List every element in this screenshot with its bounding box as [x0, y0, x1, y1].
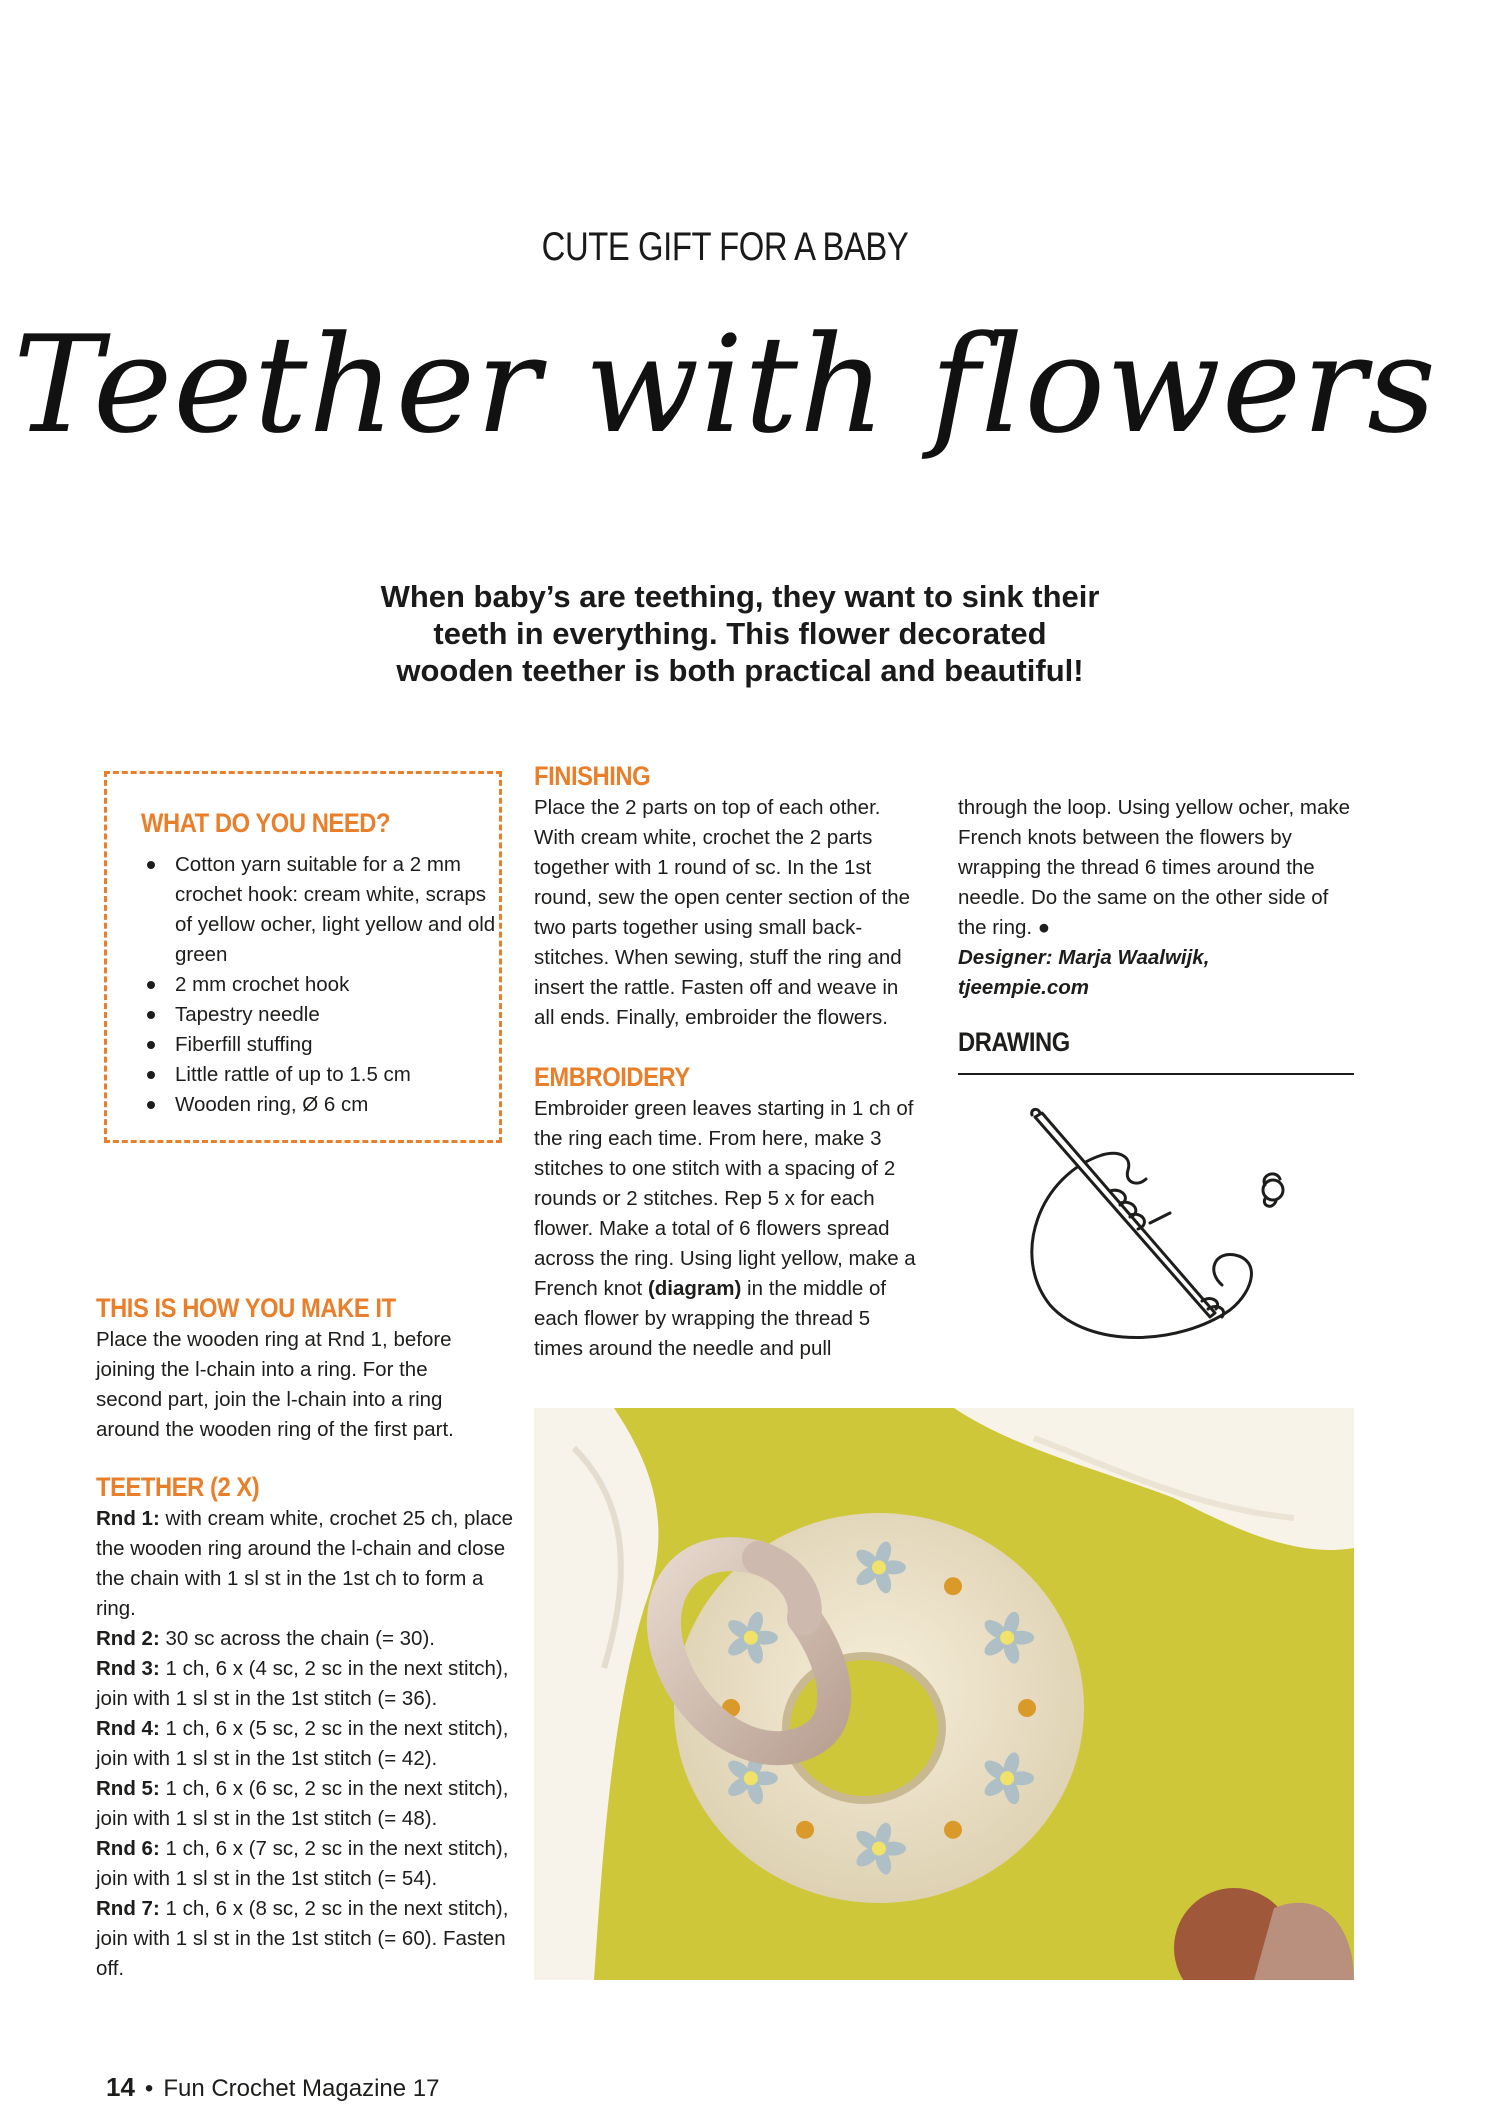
flower-center: [1000, 1631, 1014, 1645]
round-label: Rnd 1:: [96, 1507, 160, 1530]
how-section: [96, 1293, 496, 1445]
teether-heading: TEETHER (2 X): [96, 1472, 260, 1502]
french-knot-illustration: [1010, 1095, 1310, 1365]
round-text: 30 sc across the chain (= 30).: [159, 1627, 435, 1650]
intro-text: [330, 578, 1150, 689]
round-instruction: [96, 1834, 526, 1894]
round-instruction: [96, 1624, 526, 1654]
teether-photo: [534, 1408, 1354, 1980]
ocher-knot: [1018, 1699, 1036, 1717]
embroidery-text: [534, 1094, 924, 1364]
round-text: 1 ch, 6 x (7 sc, 2 sc in the next stitch), join with 1 sl st in the 1st stitch (= 54).: [96, 1837, 509, 1890]
round-text: 1 ch, 6 x (6 sc, 2 sc in the next stitch), join with 1 sl st in the 1st stitch (= 48).: [96, 1777, 509, 1830]
intro-line: wooden teether is both practical and beautiful!: [396, 653, 1084, 688]
round-label: Rnd 3:: [96, 1657, 160, 1680]
finishing-section: [534, 761, 924, 1033]
round-label: Rnd 7:: [96, 1897, 160, 1920]
materials-list: [147, 850, 497, 1120]
round-instruction: [96, 1774, 526, 1834]
list-item: Tapestry needle: [147, 1000, 497, 1030]
list-item: Wooden ring, Ø 6 cm: [147, 1090, 497, 1120]
round-instruction: [96, 1504, 526, 1624]
flower-center: [744, 1771, 758, 1785]
round-text: 1 ch, 6 x (5 sc, 2 sc in the next stitch), join with 1 sl st in the 1st stitch (= 42).: [96, 1717, 509, 1770]
round-label: Rnd 4:: [96, 1717, 160, 1740]
list-item: Fiberfill stuffing: [147, 1030, 497, 1060]
embroidery-section: [534, 1062, 924, 1364]
ocher-knot: [796, 1821, 814, 1839]
designer-name: Designer: Marja Waalwijk,: [958, 946, 1210, 969]
round-instruction: [96, 1714, 526, 1774]
materials-box: [104, 771, 502, 1143]
intro-line: When baby’s are teething, they want to sink their: [380, 579, 1100, 614]
round-text: 1 ch, 6 x (4 sc, 2 sc in the next stitch), join with 1 sl st in the 1st stitch (= 36).: [96, 1657, 509, 1710]
teether-photo-illustration: [534, 1408, 1354, 1980]
round-text: 1 ch, 6 x (8 sc, 2 sc in the next stitch), join with 1 sl st in the 1st stitch (= 60). Fasten off.: [96, 1897, 509, 1980]
designer-website: tjeempie.com: [958, 976, 1090, 999]
french-knot-diagram: [1010, 1095, 1310, 1365]
page-number: 14: [106, 2072, 135, 2102]
list-item: Cotton yarn suitable for a 2 mm crochet hook: cream white, scraps of yellow ocher, light yellow and old green: [147, 850, 497, 970]
finishing-heading: FINISHING: [534, 761, 651, 791]
flower-center: [1000, 1771, 1014, 1785]
flower-center: [872, 1842, 886, 1856]
embroidery-text-end: in the middle of each flower by wrapping the thread 5 times around the needle and pull: [534, 1277, 887, 1360]
list-item: 2 mm crochet hook: [147, 970, 497, 1000]
divider: [958, 1073, 1354, 1075]
ocher-knot: [944, 1577, 962, 1595]
designer-credit: [958, 943, 1358, 1003]
round-instruction: [96, 1654, 526, 1714]
round-label: Rnd 5:: [96, 1777, 160, 1800]
round-text: with cream white, crochet 25 ch, place the wooden ring around the l-chain and close the chain with 1 sl st in the 1st ch to form a ring.: [96, 1507, 513, 1620]
section-kicker: CUTE GIFT FOR A BABY: [541, 225, 909, 269]
teether-section: [96, 1472, 526, 1984]
round-label: Rnd 6:: [96, 1837, 160, 1860]
intro-line: teeth in everything. This flower decorated: [433, 616, 1047, 651]
how-text: Place the wooden ring at Rnd 1, before joining the l-chain into a ring. For the second part, join the l-chain into a ring around the wooden ring of the first part.: [96, 1328, 454, 1441]
list-item: Little rattle of up to 1.5 cm: [147, 1060, 497, 1090]
page-footer: [106, 2072, 439, 2103]
materials-heading: WHAT DO YOU NEED?: [141, 808, 391, 838]
flower-center: [744, 1631, 758, 1645]
flower-center: [872, 1560, 886, 1574]
drawing-heading: DRAWING: [958, 1027, 1070, 1057]
footer-bullet: •: [144, 2075, 154, 2102]
finishing-text: Place the 2 parts on top of each other. With cream white, crochet the 2 parts together with 1 round of sc. In the 1st round, sew the open center section of the two parts together using small back-stitches. When sewing, stuff the ring and insert the rattle. Fasten off and weave in all ends. Finally, embroider the flowers.: [534, 796, 911, 1029]
embroidery-text-start: Embroider green leaves starting in 1 ch of the ring each time. From here, make 3 stitches to one stitch with a spacing of 2 rounds or 2 stitches. Rep 5 x for each flower. Make a total of 6 flowers spread across the ring. Using light yellow, make a French knot: [534, 1097, 916, 1300]
diagram-reference: (diagram): [647, 1277, 742, 1300]
round-label: Rnd 2:: [96, 1627, 160, 1650]
how-heading: THIS IS HOW YOU MAKE IT: [96, 1293, 396, 1323]
ocher-knot: [944, 1821, 962, 1839]
round-instruction: [96, 1894, 526, 1984]
article-title: Teether with flowers: [13, 307, 1437, 463]
magazine-name: Fun Crochet Magazine 17: [163, 2075, 440, 2102]
embroidery-continued: [958, 793, 1358, 1003]
embroidery-heading: EMBROIDERY: [534, 1062, 690, 1092]
embroidery-continued-text: through the loop. Using yellow ocher, make French knots between the flowers by wrapping the thread 6 times around the needle. Do the same on the other side of the ring. ●: [958, 796, 1351, 939]
